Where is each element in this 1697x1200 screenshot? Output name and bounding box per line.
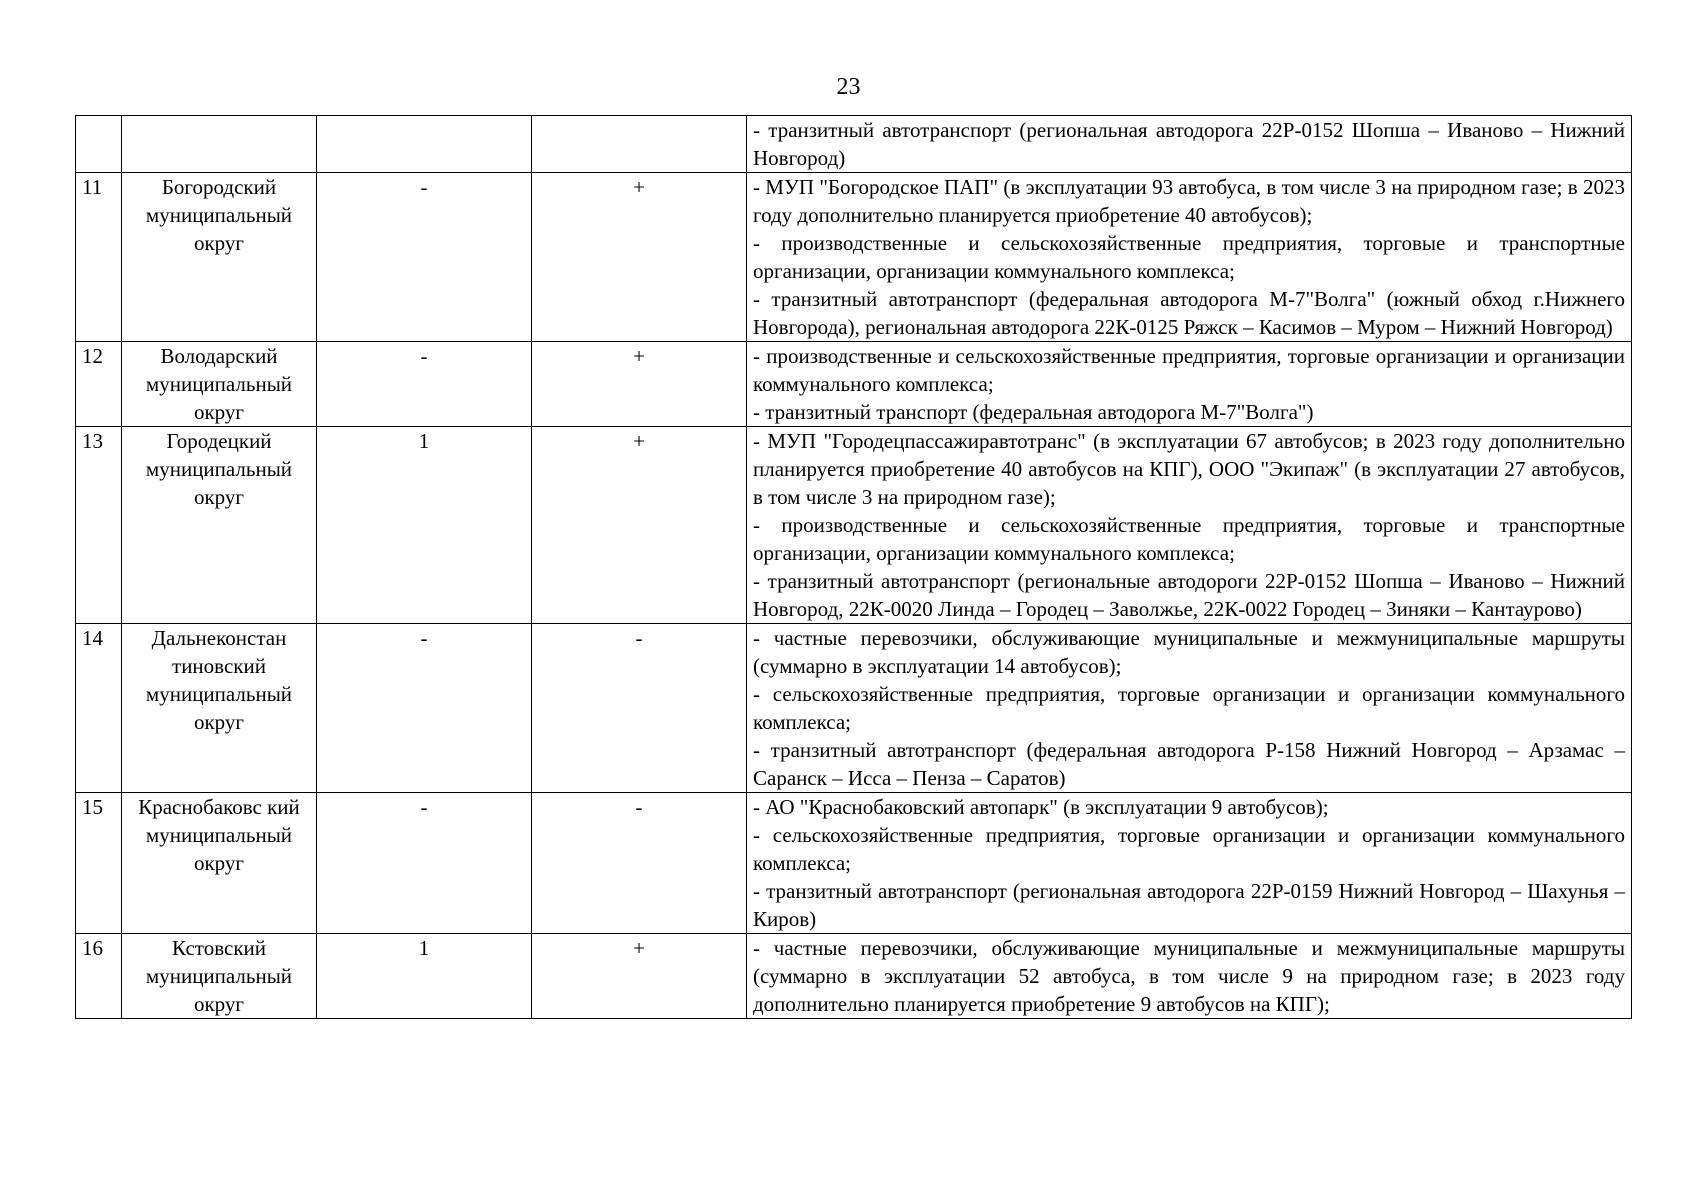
column-b-cell: + [532, 934, 747, 1019]
notes-cell [747, 116, 1632, 173]
column-b-cell: - [532, 624, 747, 793]
municipality-name-cell: Краснобаковс кий муниципальный округ [122, 793, 317, 934]
column-a-cell: - [317, 624, 532, 793]
table-row [76, 342, 1632, 427]
note-item: - транзитный автотранспорт (региональная автодорога 22Р-0159 Нижний Новгород – Шахунья – Киров) [753, 879, 1625, 931]
notes-cell [747, 342, 1632, 427]
note-item: - частные перевозчики, обслуживающие муниципальные и межмуниципальные маршруты (суммарно в эксплуатации 14 автобусов); [753, 626, 1625, 678]
note-item: - МУП "Городецпассажиравтотранс" (в эксплуатации 67 автобусов; в 2023 году дополнительно планируется приобретение 40 автобусов на КПГ), ООО "Экипаж" (в эксплуатации 27 автобусов, в том числе 3 на природном газе); [753, 429, 1625, 509]
row-number-cell: 11 [76, 173, 122, 342]
table-row [76, 624, 1632, 793]
row-number-cell: 13 [76, 427, 122, 624]
note-item: - сельскохозяйственные предприятия, торговые организации и организации коммунального комплекса; [753, 682, 1625, 734]
column-a-cell: 1 [317, 934, 532, 1019]
municipality-name-cell: Городецкий муниципальный округ [122, 427, 317, 624]
notes-cell [747, 427, 1632, 624]
note-item: - транзитный транспорт (федеральная автодорога М-7"Волга") [753, 400, 1314, 424]
row-number-cell [76, 116, 122, 173]
municipality-name-cell: Володарский муниципальный округ [122, 342, 317, 427]
table-row [76, 116, 1632, 173]
table-row [76, 173, 1632, 342]
column-a-cell: - [317, 173, 532, 342]
column-b-cell: - [532, 793, 747, 934]
note-item: - производственные и сельскохозяйственные предприятия, торговые и транспортные организации, организации коммунального комплекса; [753, 231, 1625, 283]
note-item: - транзитный автотранспорт (федеральная автодорога Р-158 Нижний Новгород – Арзамас – Саранск – Исса – Пенза – Саратов) [753, 738, 1625, 790]
note-item: - частные перевозчики, обслуживающие муниципальные и межмуниципальные маршруты (суммарно в эксплуатации 52 автобуса, в том числе 9 на природном газе; в 2023 году дополнительно планируется приобретение 9 автобусов на КПГ); [753, 936, 1625, 1016]
municipality-name-cell: Дальнеконстан тиновский муниципальный округ [122, 624, 317, 793]
column-b-cell: + [532, 173, 747, 342]
notes-cell [747, 934, 1632, 1019]
notes-cell [747, 173, 1632, 342]
column-a-cell: - [317, 342, 532, 427]
note-item: - транзитный автотранспорт (региональная автодорога 22Р-0152 Шопша – Иваново – Нижний Новгород) [753, 118, 1625, 170]
column-a-cell: - [317, 793, 532, 934]
municipality-name-cell: Кстовский муниципальный округ [122, 934, 317, 1019]
note-item: - производственные и сельскохозяйственные предприятия, торговые организации и организации коммунального комплекса; [753, 344, 1625, 396]
note-item: - МУП "Богородское ПАП" (в эксплуатации 93 автобуса, в том числе 3 на природном газе; в 2023 году дополнительно планируется приобретение 40 автобусов); [753, 175, 1625, 227]
municipality-name-cell: Богородский муниципальный округ [122, 173, 317, 342]
note-item: - АО "Краснобаковский автопарк" (в эксплуатации 9 автобусов); [753, 795, 1329, 819]
notes-cell [747, 624, 1632, 793]
row-number-cell: 16 [76, 934, 122, 1019]
table-row [76, 934, 1632, 1019]
table-row [76, 793, 1632, 934]
row-number-cell: 12 [76, 342, 122, 427]
note-item: - транзитный автотранспорт (федеральная автодорога М-7"Волга" (южный обход г.Нижнего Новгорода), региональная автодорога 22К-0125 Ряжск – Касимов – Муром – Нижний Новгород) [753, 287, 1625, 339]
column-a-cell [317, 116, 532, 173]
page-number: 23 [836, 74, 861, 100]
note-item: - транзитный автотранспорт (региональные автодороги 22Р-0152 Шопша – Иваново – Нижний Новгород, 22К-0020 Линда – Городец – Заволжье, 22К-0022 Городец – Зиняки – Кантаурово) [753, 569, 1625, 621]
municipal-transport-table [75, 115, 1632, 1019]
note-item: - производственные и сельскохозяйственные предприятия, торговые и транспортные организации, организации коммунального комплекса; [753, 513, 1625, 565]
column-b-cell [532, 116, 747, 173]
municipality-name-cell [122, 116, 317, 173]
column-a-cell: 1 [317, 427, 532, 624]
notes-cell [747, 793, 1632, 934]
row-number-cell: 15 [76, 793, 122, 934]
column-b-cell: + [532, 427, 747, 624]
table-row [76, 427, 1632, 624]
column-b-cell: + [532, 342, 747, 427]
note-item: - сельскохозяйственные предприятия, торговые организации и организации коммунального комплекса; [753, 823, 1625, 875]
row-number-cell: 14 [76, 624, 122, 793]
